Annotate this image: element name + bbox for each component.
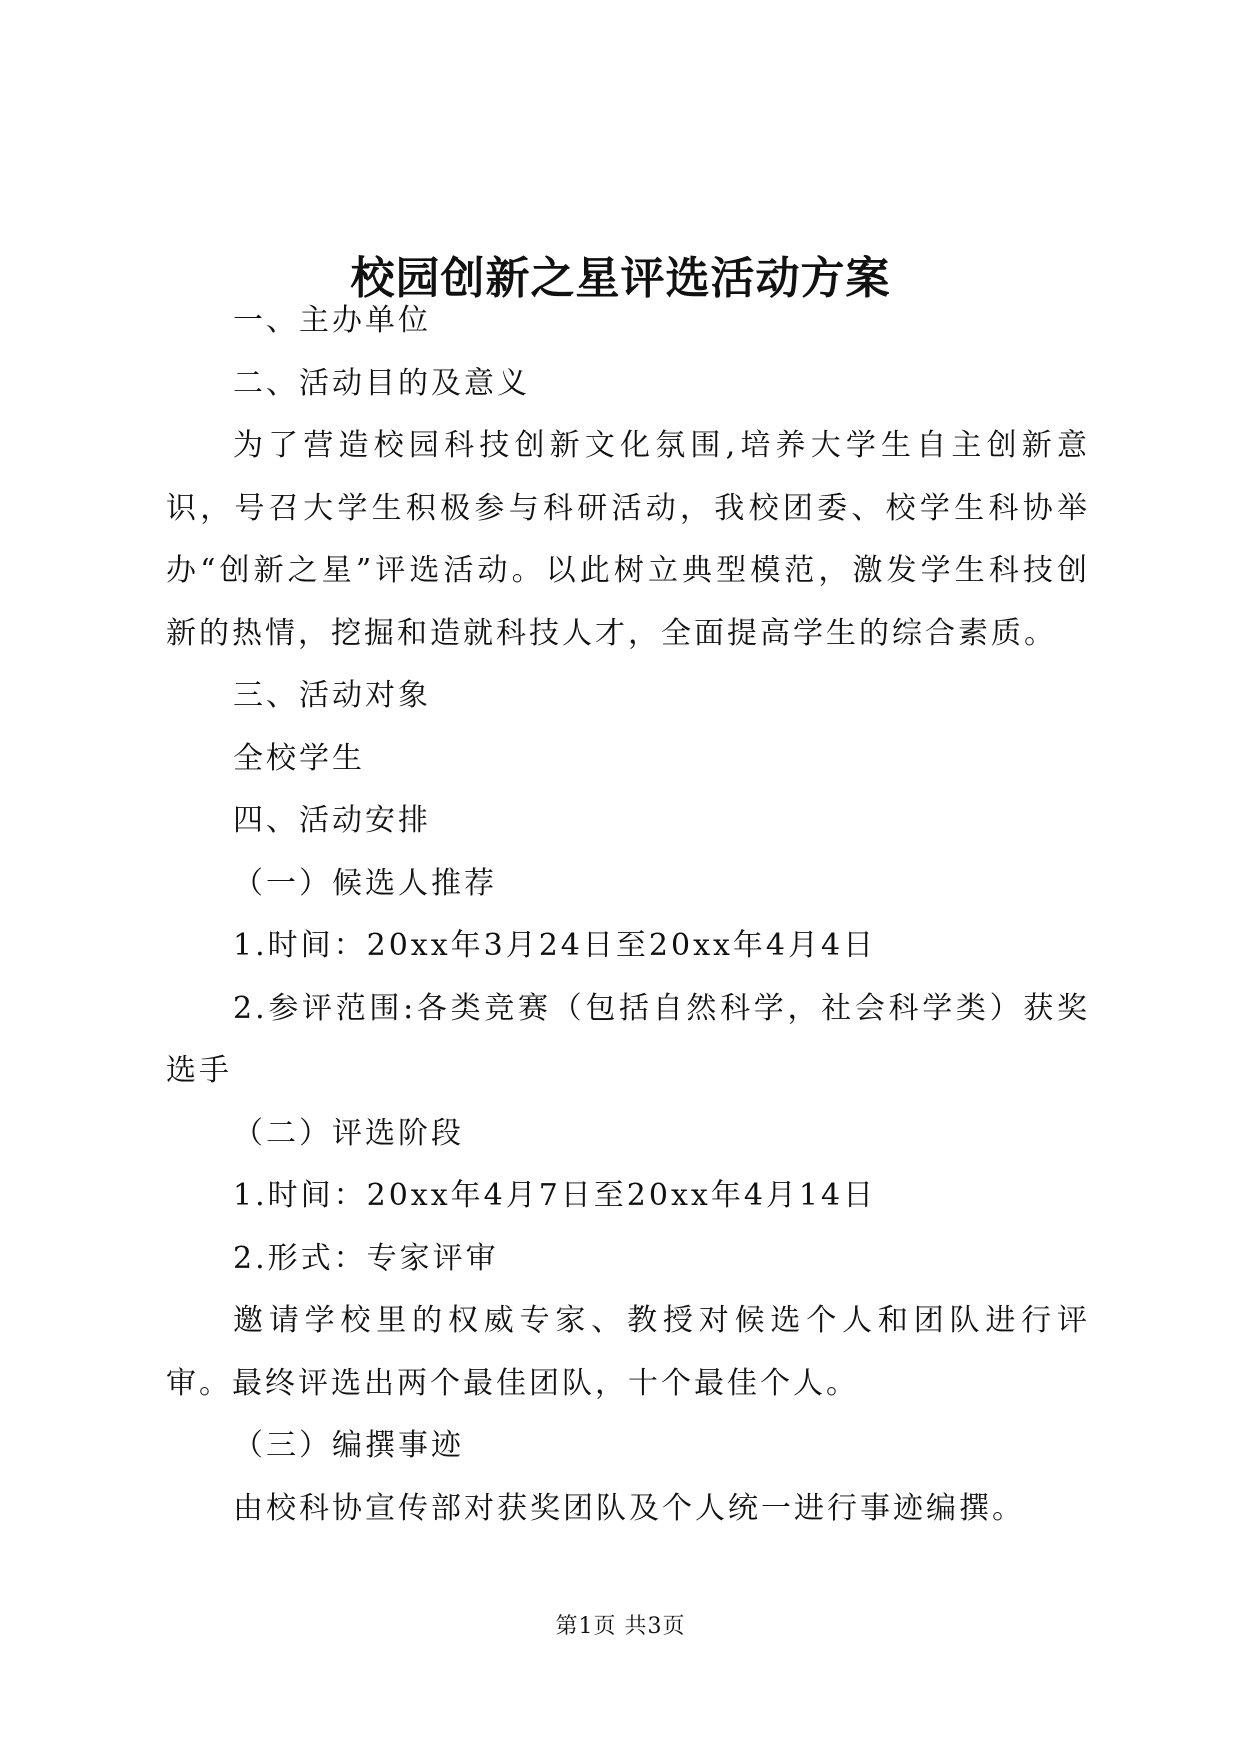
paragraph-target: 全校学生 xyxy=(233,740,365,776)
list-item-selection-form: 2.形式：专家评审 xyxy=(233,1240,499,1276)
list-item-nomination-time: 1.时间：20xx年3月24日至20xx年4月4日 xyxy=(233,928,877,963)
paragraph-compile-detail: 由校科协宣传部对获奖团队及个人统一进行事迹编撰。 xyxy=(233,1490,1025,1526)
paragraph-purpose: 为了营造校园科技创新文化氛围,培养大学生自主创新意识，号召大学生积极参与科研活动，我校团委、校学生科协举办“创新之星”评选活动。以此树立典型模范，激发学生科技创新的热情，挖掘和造就科技人才，全面提高学生的综合素质。 xyxy=(166,428,1090,651)
document-title: 校园创新之星评选活动方案 xyxy=(350,253,891,305)
document-body xyxy=(166,290,1090,1540)
section-heading-target: 三、活动对象 xyxy=(233,678,431,713)
list-item-nomination-scope: 2.参评范围:各类竞赛（包括自然科学，社会科学类）获奖选手 xyxy=(166,990,1090,1088)
list-item-selection-time: 1.时间：20xx年4月7日至20xx年4月14日 xyxy=(233,1178,877,1213)
section-heading-arrangement: 四、活动安排 xyxy=(233,803,431,838)
paragraph-selection-detail: 邀请学校里的权威专家、教授对候选个人和团队进行评审。最终评选出两个最佳团队，十个最佳个人。 xyxy=(166,1303,1090,1401)
section-heading-purpose: 二、活动目的及意义 xyxy=(233,365,530,401)
subsection-heading-nomination: （一）候选人推荐 xyxy=(233,865,497,901)
subsection-heading-compile: （三）编撰事迹 xyxy=(233,1428,464,1463)
subsection-heading-selection: （二）评选阶段 xyxy=(233,1115,464,1151)
section-heading-organizer: 一、主办单位 xyxy=(233,303,431,338)
page-number-footer: 第1页 共3页 xyxy=(555,1614,686,1639)
